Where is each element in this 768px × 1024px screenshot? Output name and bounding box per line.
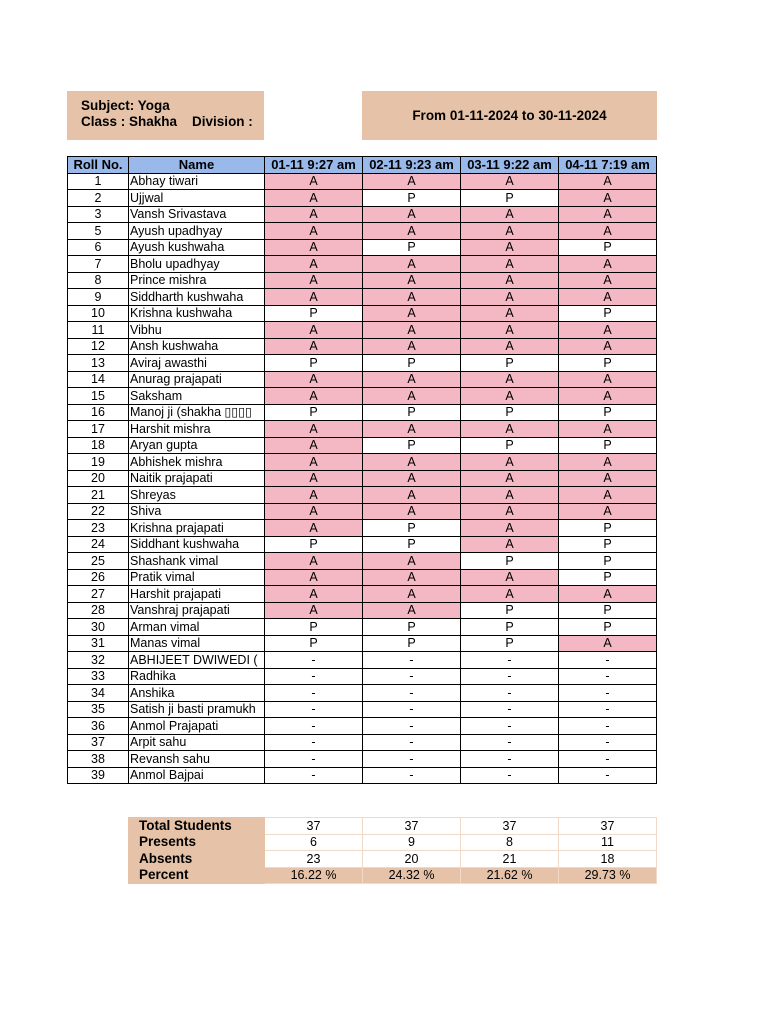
roll-number-cell: 38	[68, 751, 129, 768]
student-name-cell: Krishna kushwaha	[129, 305, 265, 322]
attendance-mark-cell: A	[363, 322, 461, 339]
attendance-mark-cell: A	[265, 206, 363, 223]
table-row	[68, 322, 657, 339]
attendance-mark-cell: A	[461, 256, 559, 273]
attendance-mark-cell: A	[559, 206, 657, 223]
roll-number-cell: 33	[68, 668, 129, 685]
roll-number-cell: 10	[68, 305, 129, 322]
roll-number-cell: 9	[68, 289, 129, 306]
attendance-mark-cell: P	[363, 536, 461, 553]
table-row	[68, 553, 657, 570]
attendance-mark-cell: -	[559, 767, 657, 784]
attendance-mark-cell: A	[363, 569, 461, 586]
roll-number-cell: 17	[68, 421, 129, 438]
attendance-mark-cell: P	[461, 553, 559, 570]
attendance-mark-cell: A	[559, 470, 657, 487]
attendance-mark-cell: A	[363, 256, 461, 273]
attendance-mark-cell: A	[559, 272, 657, 289]
student-name-cell: Manoj ji (shakha ▯▯▯▯	[129, 404, 265, 421]
student-name-cell: Vanshraj prajapati	[129, 602, 265, 619]
summary-value: 18	[559, 851, 657, 868]
attendance-mark-cell: A	[265, 223, 363, 240]
attendance-mark-cell: P	[559, 305, 657, 322]
attendance-mark-cell: A	[265, 371, 363, 388]
summary-value: 16.22 %	[265, 867, 363, 884]
summary-value: 29.73 %	[559, 867, 657, 884]
table-row	[68, 272, 657, 289]
student-name-cell: Aryan gupta	[129, 437, 265, 454]
attendance-mark-cell: -	[363, 767, 461, 784]
attendance-mark-cell: P	[363, 619, 461, 636]
attendance-mark-cell: P	[559, 520, 657, 537]
attendance-mark-cell: A	[363, 338, 461, 355]
attendance-mark-cell: -	[461, 767, 559, 784]
attendance-mark-cell: P	[559, 437, 657, 454]
attendance-table	[67, 156, 657, 784]
attendance-mark-cell: A	[461, 470, 559, 487]
table-row	[68, 718, 657, 735]
attendance-mark-cell: A	[461, 503, 559, 520]
roll-number-cell: 37	[68, 734, 129, 751]
table-row	[68, 421, 657, 438]
attendance-mark-cell: A	[461, 322, 559, 339]
roll-number-cell: 30	[68, 619, 129, 636]
attendance-mark-cell: -	[363, 668, 461, 685]
table-row	[68, 388, 657, 405]
subject-label: Subject: Yoga	[81, 98, 170, 113]
attendance-mark-cell: A	[363, 503, 461, 520]
summary-row	[129, 851, 657, 868]
student-name-cell: Pratik vimal	[129, 569, 265, 586]
summary-label: Presents	[129, 834, 265, 851]
attendance-mark-cell: -	[559, 652, 657, 669]
roll-number-cell: 27	[68, 586, 129, 603]
attendance-mark-cell: P	[559, 355, 657, 372]
attendance-mark-cell: A	[265, 553, 363, 570]
roll-number-cell: 3	[68, 206, 129, 223]
col-header-date-3: 03-11 9:22 am	[461, 157, 559, 174]
attendance-mark-cell: A	[461, 223, 559, 240]
attendance-mark-cell: P	[363, 635, 461, 652]
summary-label: Total Students	[129, 818, 265, 835]
table-row	[68, 256, 657, 273]
summary-value: 37	[363, 818, 461, 835]
attendance-mark-cell: A	[461, 338, 559, 355]
roll-number-cell: 16	[68, 404, 129, 421]
attendance-mark-cell: P	[265, 619, 363, 636]
roll-number-cell: 13	[68, 355, 129, 372]
student-name-cell: Anmol Bajpai	[129, 767, 265, 784]
table-row	[68, 652, 657, 669]
attendance-mark-cell: P	[265, 536, 363, 553]
attendance-mark-cell: P	[461, 635, 559, 652]
student-name-cell: Shreyas	[129, 487, 265, 504]
roll-number-cell: 11	[68, 322, 129, 339]
table-row	[68, 701, 657, 718]
attendance-mark-cell: -	[461, 685, 559, 702]
attendance-mark-cell: A	[559, 371, 657, 388]
attendance-mark-cell: A	[461, 388, 559, 405]
attendance-mark-cell: A	[363, 421, 461, 438]
attendance-mark-cell: A	[265, 421, 363, 438]
summary-value: 9	[363, 834, 461, 851]
roll-number-cell: 24	[68, 536, 129, 553]
table-row	[68, 223, 657, 240]
table-row	[68, 454, 657, 471]
class-division-label: Class : Shakha Division :	[81, 114, 253, 129]
attendance-mark-cell: -	[461, 718, 559, 735]
attendance-mark-cell: P	[559, 239, 657, 256]
attendance-mark-cell: A	[265, 190, 363, 207]
col-header-date-2: 02-11 9:23 am	[363, 157, 461, 174]
attendance-mark-cell: -	[559, 685, 657, 702]
table-row	[68, 569, 657, 586]
attendance-mark-cell: -	[363, 734, 461, 751]
attendance-mark-cell: P	[461, 190, 559, 207]
attendance-mark-cell: A	[461, 421, 559, 438]
roll-number-cell: 28	[68, 602, 129, 619]
student-name-cell: Saksham	[129, 388, 265, 405]
table-row	[68, 734, 657, 751]
attendance-mark-cell: P	[363, 404, 461, 421]
table-row	[68, 503, 657, 520]
student-name-cell: Siddhant kushwaha	[129, 536, 265, 553]
table-row	[68, 470, 657, 487]
student-name-cell: Anmol Prajapati	[129, 718, 265, 735]
roll-number-cell: 21	[68, 487, 129, 504]
student-name-cell: Shashank vimal	[129, 553, 265, 570]
roll-number-cell: 1	[68, 173, 129, 190]
attendance-mark-cell: A	[461, 569, 559, 586]
table-header-row	[68, 157, 657, 174]
attendance-mark-cell: A	[559, 635, 657, 652]
summary-value: 23	[265, 851, 363, 868]
roll-number-cell: 15	[68, 388, 129, 405]
student-name-cell: Prince mishra	[129, 272, 265, 289]
attendance-mark-cell: -	[461, 751, 559, 768]
student-name-cell: ABHIJEET DWIWEDI (	[129, 652, 265, 669]
attendance-mark-cell: A	[363, 223, 461, 240]
roll-number-cell: 23	[68, 520, 129, 537]
roll-number-cell: 8	[68, 272, 129, 289]
attendance-mark-cell: A	[461, 371, 559, 388]
attendance-mark-cell: -	[363, 701, 461, 718]
roll-number-cell: 7	[68, 256, 129, 273]
table-row	[68, 338, 657, 355]
attendance-mark-cell: A	[265, 569, 363, 586]
attendance-mark-cell: -	[461, 701, 559, 718]
table-row	[68, 305, 657, 322]
attendance-mark-cell: -	[363, 685, 461, 702]
attendance-mark-cell: A	[363, 272, 461, 289]
roll-number-cell: 18	[68, 437, 129, 454]
roll-number-cell: 26	[68, 569, 129, 586]
summary-value: 21.62 %	[461, 867, 559, 884]
table-row	[68, 206, 657, 223]
attendance-mark-cell: A	[461, 289, 559, 306]
table-row	[68, 239, 657, 256]
attendance-mark-cell: A	[461, 586, 559, 603]
attendance-mark-cell: A	[559, 487, 657, 504]
attendance-mark-cell: -	[265, 685, 363, 702]
attendance-mark-cell: A	[559, 503, 657, 520]
roll-number-cell: 31	[68, 635, 129, 652]
attendance-mark-cell: A	[363, 371, 461, 388]
attendance-mark-cell: A	[559, 388, 657, 405]
attendance-mark-cell: A	[559, 173, 657, 190]
table-row	[68, 685, 657, 702]
roll-number-cell: 12	[68, 338, 129, 355]
student-name-cell: Harshit prajapati	[129, 586, 265, 603]
col-header-name: Name	[129, 157, 265, 174]
attendance-mark-cell: -	[363, 652, 461, 669]
attendance-mark-cell: -	[265, 751, 363, 768]
attendance-mark-cell: A	[265, 602, 363, 619]
attendance-mark-cell: -	[559, 668, 657, 685]
table-row	[68, 520, 657, 537]
student-name-cell: Arman vimal	[129, 619, 265, 636]
attendance-mark-cell: P	[363, 190, 461, 207]
attendance-mark-cell: A	[265, 173, 363, 190]
attendance-mark-cell: A	[461, 206, 559, 223]
attendance-mark-cell: -	[559, 734, 657, 751]
roll-number-cell: 35	[68, 701, 129, 718]
attendance-mark-cell: A	[265, 454, 363, 471]
student-name-cell: Bholu upadhyay	[129, 256, 265, 273]
attendance-mark-cell: A	[363, 206, 461, 223]
attendance-mark-cell: A	[461, 272, 559, 289]
attendance-mark-cell: A	[559, 454, 657, 471]
student-name-cell: Satish ji basti pramukh	[129, 701, 265, 718]
roll-number-cell: 22	[68, 503, 129, 520]
attendance-mark-cell: -	[559, 701, 657, 718]
student-name-cell: Ayush upadhyay	[129, 223, 265, 240]
student-name-cell: Krishna prajapati	[129, 520, 265, 537]
attendance-mark-cell: A	[363, 487, 461, 504]
summary-value: 24.32 %	[363, 867, 461, 884]
roll-number-cell: 39	[68, 767, 129, 784]
attendance-mark-cell: P	[559, 536, 657, 553]
student-name-cell: Vibhu	[129, 322, 265, 339]
attendance-mark-cell: P	[559, 404, 657, 421]
summary-label: Percent	[129, 867, 265, 884]
student-name-cell: Radhika	[129, 668, 265, 685]
table-row	[68, 437, 657, 454]
table-row	[68, 586, 657, 603]
roll-number-cell: 25	[68, 553, 129, 570]
student-name-cell: Ansh kushwaha	[129, 338, 265, 355]
student-name-cell: Ayush kushwaha	[129, 239, 265, 256]
attendance-mark-cell: A	[363, 586, 461, 603]
attendance-mark-cell: A	[265, 503, 363, 520]
attendance-mark-cell: A	[559, 190, 657, 207]
summary-value: 37	[559, 818, 657, 835]
student-name-cell: Vansh Srivastava	[129, 206, 265, 223]
table-row	[68, 173, 657, 190]
summary-value: 21	[461, 851, 559, 868]
roll-number-cell: 6	[68, 239, 129, 256]
attendance-mark-cell: A	[559, 223, 657, 240]
attendance-mark-cell: A	[363, 553, 461, 570]
attendance-mark-cell: A	[265, 239, 363, 256]
attendance-mark-cell: A	[461, 305, 559, 322]
table-row	[68, 668, 657, 685]
summary-row	[129, 867, 657, 884]
col-header-date-4: 04-11 7:19 am	[559, 157, 657, 174]
attendance-mark-cell: A	[461, 173, 559, 190]
attendance-mark-cell: A	[363, 173, 461, 190]
table-row	[68, 404, 657, 421]
student-name-cell: Manas vimal	[129, 635, 265, 652]
attendance-mark-cell: A	[461, 454, 559, 471]
attendance-mark-cell: P	[461, 602, 559, 619]
roll-number-cell: 34	[68, 685, 129, 702]
student-name-cell: Aviraj awasthi	[129, 355, 265, 372]
attendance-mark-cell: P	[363, 437, 461, 454]
attendance-mark-cell: -	[265, 767, 363, 784]
attendance-mark-cell: P	[461, 355, 559, 372]
table-row	[68, 371, 657, 388]
roll-number-cell: 2	[68, 190, 129, 207]
attendance-mark-cell: P	[265, 305, 363, 322]
attendance-mark-cell: A	[559, 586, 657, 603]
attendance-mark-cell: -	[265, 668, 363, 685]
attendance-mark-cell: -	[461, 652, 559, 669]
attendance-mark-cell: A	[559, 289, 657, 306]
roll-number-cell: 19	[68, 454, 129, 471]
student-name-cell: Siddharth kushwaha	[129, 289, 265, 306]
attendance-mark-cell: A	[265, 487, 363, 504]
table-row	[68, 536, 657, 553]
roll-number-cell: 36	[68, 718, 129, 735]
attendance-mark-cell: A	[265, 322, 363, 339]
attendance-mark-cell: A	[363, 602, 461, 619]
student-name-cell: Abhishek mishra	[129, 454, 265, 471]
attendance-mark-cell: P	[265, 635, 363, 652]
attendance-mark-cell: -	[559, 751, 657, 768]
attendance-mark-cell: -	[265, 734, 363, 751]
attendance-mark-cell: P	[265, 404, 363, 421]
attendance-mark-cell: P	[363, 355, 461, 372]
col-header-date-1: 01-11 9:27 am	[265, 157, 363, 174]
attendance-mark-cell: -	[461, 668, 559, 685]
attendance-mark-cell: P	[461, 619, 559, 636]
date-range-box	[362, 91, 657, 140]
attendance-mark-cell: P	[559, 553, 657, 570]
student-name-cell: Anshika	[129, 685, 265, 702]
roll-number-cell: 20	[68, 470, 129, 487]
attendance-mark-cell: A	[265, 470, 363, 487]
summary-value: 37	[461, 818, 559, 835]
summary-value: 20	[363, 851, 461, 868]
student-name-cell: Abhay tiwari	[129, 173, 265, 190]
attendance-mark-cell: A	[265, 586, 363, 603]
attendance-mark-cell: A	[363, 305, 461, 322]
attendance-mark-cell: A	[461, 239, 559, 256]
attendance-mark-cell: A	[265, 272, 363, 289]
attendance-mark-cell: P	[559, 602, 657, 619]
attendance-mark-cell: A	[559, 421, 657, 438]
attendance-mark-cell: A	[265, 437, 363, 454]
attendance-mark-cell: A	[265, 256, 363, 273]
summary-label: Absents	[129, 851, 265, 868]
table-row	[68, 602, 657, 619]
attendance-mark-cell: P	[559, 619, 657, 636]
attendance-mark-cell: -	[363, 718, 461, 735]
student-name-cell: Harshit mishra	[129, 421, 265, 438]
summary-value: 6	[265, 834, 363, 851]
attendance-mark-cell: A	[559, 322, 657, 339]
student-name-cell: Naitik prajapati	[129, 470, 265, 487]
table-row	[68, 635, 657, 652]
table-row	[68, 289, 657, 306]
attendance-mark-cell: -	[363, 751, 461, 768]
attendance-mark-cell: -	[265, 652, 363, 669]
summary-value: 37	[265, 818, 363, 835]
attendance-mark-cell: A	[363, 289, 461, 306]
date-range-label: From 01-11-2024 to 30-11-2024	[412, 108, 607, 123]
col-header-roll: Roll No.	[68, 157, 129, 174]
table-row	[68, 487, 657, 504]
student-name-cell: Ujjwal	[129, 190, 265, 207]
summary-value: 8	[461, 834, 559, 851]
table-row	[68, 619, 657, 636]
attendance-mark-cell: P	[363, 239, 461, 256]
table-row	[68, 355, 657, 372]
attendance-mark-cell: A	[559, 256, 657, 273]
attendance-mark-cell: A	[265, 289, 363, 306]
student-name-cell: Revansh sahu	[129, 751, 265, 768]
table-row	[68, 751, 657, 768]
attendance-mark-cell: A	[265, 338, 363, 355]
attendance-mark-cell: -	[559, 718, 657, 735]
attendance-mark-cell: -	[461, 734, 559, 751]
student-name-cell: Shiva	[129, 503, 265, 520]
attendance-mark-cell: P	[461, 437, 559, 454]
attendance-mark-cell: P	[363, 520, 461, 537]
attendance-mark-cell: A	[363, 470, 461, 487]
attendance-mark-cell: A	[461, 536, 559, 553]
attendance-mark-cell: P	[461, 404, 559, 421]
table-row	[68, 190, 657, 207]
roll-number-cell: 14	[68, 371, 129, 388]
table-row	[68, 767, 657, 784]
attendance-mark-cell: -	[265, 718, 363, 735]
student-name-cell: Anurag prajapati	[129, 371, 265, 388]
attendance-mark-cell: A	[363, 454, 461, 471]
attendance-mark-cell: A	[363, 388, 461, 405]
attendance-mark-cell: P	[559, 569, 657, 586]
attendance-mark-cell: A	[265, 520, 363, 537]
summary-table	[128, 817, 657, 884]
roll-number-cell: 32	[68, 652, 129, 669]
roll-number-cell: 5	[68, 223, 129, 240]
summary-value: 11	[559, 834, 657, 851]
summary-row	[129, 834, 657, 851]
attendance-mark-cell: A	[265, 388, 363, 405]
report-info-box	[67, 91, 264, 140]
student-name-cell: Arpit sahu	[129, 734, 265, 751]
attendance-mark-cell: -	[265, 701, 363, 718]
attendance-mark-cell: A	[461, 487, 559, 504]
attendance-mark-cell: A	[559, 338, 657, 355]
attendance-mark-cell: A	[461, 520, 559, 537]
summary-row	[129, 818, 657, 835]
attendance-mark-cell: P	[265, 355, 363, 372]
